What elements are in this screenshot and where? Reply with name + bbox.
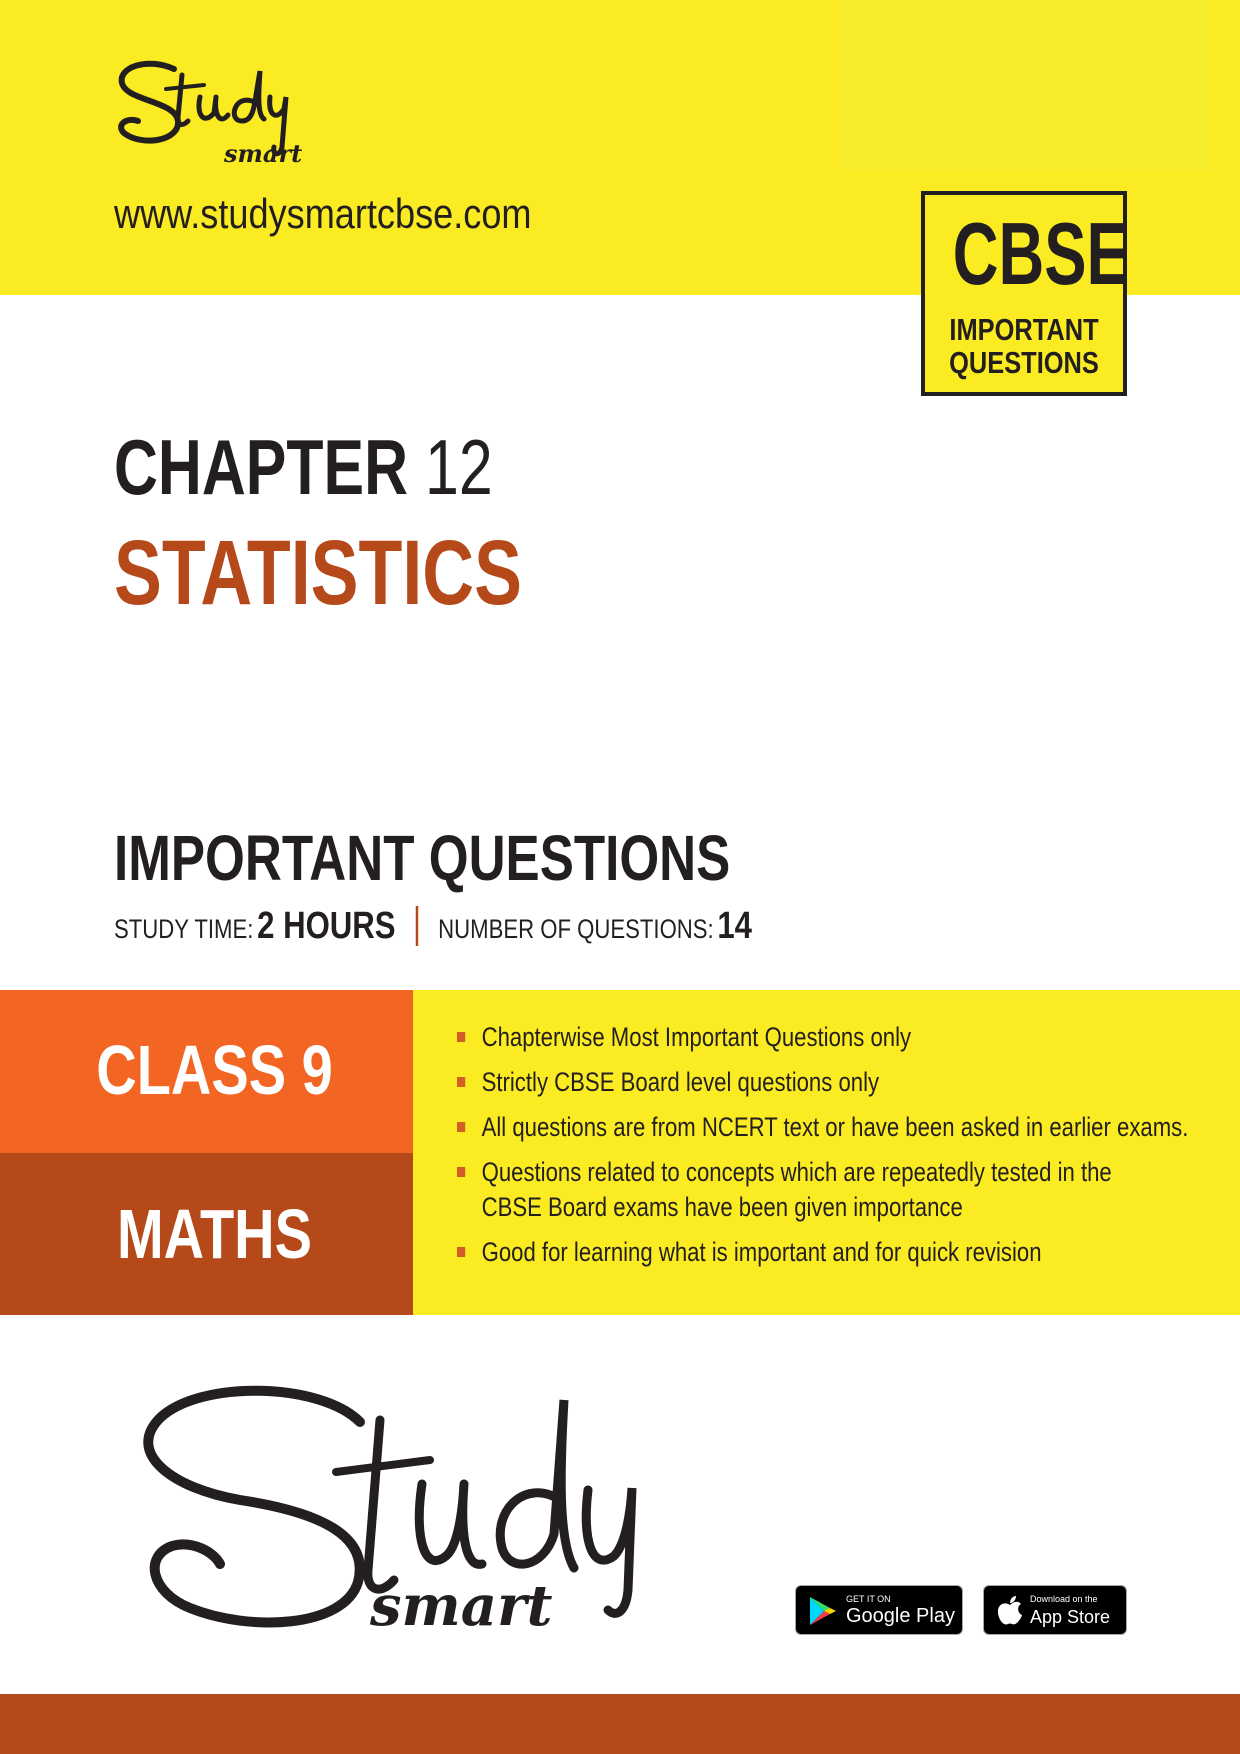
feature-text: Good for learning what is important and for quick revision: [481, 1237, 1042, 1267]
chapter-heading: [114, 425, 493, 509]
website-url[interactable]: www.studysmartcbse.com: [114, 190, 532, 237]
cbse-badge: [921, 191, 1127, 396]
bullet-square-icon: [457, 1247, 465, 1257]
top-banner-patch: [840, 0, 1210, 170]
study-time-label: STUDY TIME:: [114, 914, 254, 944]
cbse-badge-subtitle-line1: IMPORTANT: [949, 312, 1099, 347]
feature-text: Questions related to concepts which are repeatedly tested in the: [481, 1157, 1112, 1187]
features-list: [457, 1020, 1195, 1280]
bullet-square-icon: [457, 1167, 465, 1177]
feature-text: All questions are from NCERT text or have been asked in earlier exams.: [481, 1112, 1189, 1142]
meta-separator: [416, 906, 418, 946]
list-item: [457, 1235, 1195, 1270]
study-meta: [114, 905, 752, 948]
class-panel: [0, 990, 413, 1153]
bullet-square-icon: [457, 1032, 465, 1042]
subject-panel: [0, 1153, 413, 1315]
feature-text: Chapterwise Most Important Questions only: [481, 1022, 912, 1052]
app-store-small-text: Download on the: [1030, 1594, 1098, 1604]
bottom-band: [0, 1694, 1240, 1754]
questions-label: NUMBER OF QUESTIONS:: [438, 914, 714, 944]
cbse-badge-title: CBSE: [952, 204, 1129, 303]
class-label: CLASS 9: [96, 1031, 333, 1109]
bullet-square-icon: [457, 1077, 465, 1087]
google-play-badge[interactable]: [795, 1585, 963, 1635]
list-item: [457, 1110, 1195, 1145]
feature-text-line2: CBSE Board exams have been given importance: [481, 1192, 963, 1222]
subject-label: MATHS: [117, 1195, 312, 1273]
feature-text: Strictly CBSE Board level questions only: [481, 1067, 880, 1097]
svg-text:smart: smart: [224, 139, 303, 168]
cbse-badge-subtitle-line2: QUESTIONS: [949, 345, 1099, 380]
google-play-small-text: GET IT ON: [846, 1594, 891, 1604]
list-item: [457, 1020, 1195, 1055]
bullet-square-icon: [457, 1122, 465, 1132]
section-heading: IMPORTANT QUESTIONS: [114, 822, 731, 894]
study-smart-logo-small: [112, 55, 332, 175]
cbse-badge-subtitle: [943, 313, 1105, 379]
study-smart-logo-large: [130, 1360, 690, 1650]
google-play-label: Google Play: [846, 1605, 955, 1627]
apple-icon: [994, 1595, 1026, 1627]
questions-value: 14: [717, 905, 753, 947]
chapter-label: CHAPTER: [114, 423, 409, 511]
chapter-number: 12: [424, 423, 493, 511]
study-time-value: 2 HOURS: [257, 905, 396, 947]
svg-text:smart: smart: [370, 1573, 553, 1639]
app-store-label: App Store: [1030, 1607, 1111, 1627]
google-play-icon: [806, 1595, 838, 1627]
list-item: [457, 1155, 1195, 1225]
chapter-title: STATISTICS: [114, 522, 522, 624]
features-panel: [413, 990, 1240, 1315]
list-item: [457, 1065, 1195, 1100]
app-store-badge[interactable]: [983, 1585, 1127, 1635]
